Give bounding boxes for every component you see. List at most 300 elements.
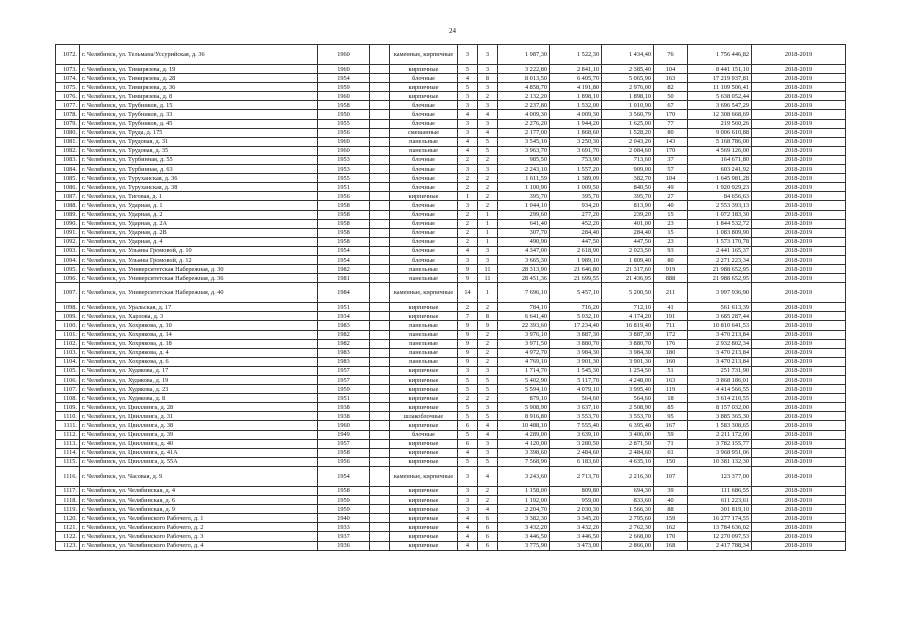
residential-area-cell: 4 174,20 bbox=[602, 312, 654, 321]
build-year-cell: 1954 bbox=[318, 466, 370, 486]
address-cell: г. Челябинск, ул. Хохрякова, д. 18 bbox=[80, 339, 318, 348]
repair-cost-cell: 111 686,55 bbox=[688, 486, 752, 495]
address-cell: г. Челябинск, ул. Ударная, д. 4 bbox=[80, 237, 318, 246]
repair-cost-cell: 21 988 652,95 bbox=[688, 274, 752, 283]
row-number-cell: 1090. bbox=[56, 219, 80, 228]
premises-area-cell: 2 484,60 bbox=[550, 448, 602, 457]
residents-cell: 159 bbox=[654, 514, 688, 523]
residential-area-cell: 401,00 bbox=[602, 219, 654, 228]
repair-cost-cell: 3 968 951,06 bbox=[688, 448, 752, 457]
empty-cell-cell bbox=[370, 312, 390, 321]
wall-material-cell: панельные bbox=[390, 146, 458, 155]
residential-area-cell: 813,90 bbox=[602, 201, 654, 210]
total-area-cell: 4 972,70 bbox=[498, 348, 550, 357]
repair-cost-cell: 1 573 170,78 bbox=[688, 237, 752, 246]
address-cell: г. Челябинск, ул. Челябинского Рабочего, д. 4 bbox=[80, 541, 318, 550]
residents-cell: 40 bbox=[654, 201, 688, 210]
residents-cell: 23 bbox=[654, 237, 688, 246]
table-row bbox=[56, 532, 846, 541]
premises-area-cell: 395,70 bbox=[550, 192, 602, 201]
premises-area-cell: 2 713,70 bbox=[550, 466, 602, 486]
premises-area-cell: 4 191,80 bbox=[550, 83, 602, 92]
table-row bbox=[56, 439, 846, 448]
residents-cell: 49 bbox=[654, 183, 688, 192]
entrances-cell: 4 bbox=[478, 466, 498, 486]
repair-period-cell: 2018-2019 bbox=[752, 430, 846, 439]
residents-cell: 170 bbox=[654, 110, 688, 119]
repair-cost-cell: 2 553 393,13 bbox=[688, 201, 752, 210]
row-number-cell: 1123. bbox=[56, 541, 80, 550]
premises-area-cell: 4 009,30 bbox=[550, 110, 602, 119]
row-number-cell: 1084. bbox=[56, 165, 80, 174]
empty-cell-cell bbox=[370, 155, 390, 164]
total-area-cell: 4 009,30 bbox=[498, 110, 550, 119]
residential-area-cell: 4 248,00 bbox=[602, 376, 654, 385]
floors-cell: 3 bbox=[458, 92, 478, 101]
premises-area-cell: 3 280,50 bbox=[550, 439, 602, 448]
repair-cost-cell: 611 223,61 bbox=[688, 496, 752, 505]
build-year-cell: 1982 bbox=[318, 265, 370, 274]
total-area-cell: 10 488,10 bbox=[498, 421, 550, 430]
repair-cost-cell: 2 417 788,34 bbox=[688, 541, 752, 550]
premises-area-cell: 959,00 bbox=[550, 496, 602, 505]
wall-material-cell: кирпичные bbox=[390, 486, 458, 495]
residential-area-cell: 2 216,30 bbox=[602, 466, 654, 486]
residents-cell: 176 bbox=[654, 339, 688, 348]
entrances-cell: 4 bbox=[478, 110, 498, 119]
address-cell: г. Челябинск, ул. Турбинная, д. 55 bbox=[80, 155, 318, 164]
repair-cost-cell: 123 377,00 bbox=[688, 466, 752, 486]
total-area-cell: 28 313,90 bbox=[498, 265, 550, 274]
address-cell: г. Челябинск, ул. Ударная, д. 2 bbox=[80, 210, 318, 219]
table-row bbox=[56, 119, 846, 128]
repair-cost-cell: 3 470 213,84 bbox=[688, 330, 752, 339]
row-number-cell: 1100. bbox=[56, 321, 80, 330]
entrances-cell: 4 bbox=[478, 421, 498, 430]
premises-area-cell: 1 557,20 bbox=[550, 165, 602, 174]
build-year-cell: 1936 bbox=[318, 541, 370, 550]
table-row bbox=[56, 457, 846, 466]
wall-material-cell: блочные bbox=[390, 110, 458, 119]
residential-area-cell: 2 976,00 bbox=[602, 83, 654, 92]
table-row bbox=[56, 330, 846, 339]
address-cell: г. Челябинск, ул. Челябинская, д. 6 bbox=[80, 496, 318, 505]
residents-cell: 15 bbox=[654, 228, 688, 237]
premises-area-cell: 2 030,30 bbox=[550, 505, 602, 514]
repair-period-cell: 2018-2019 bbox=[752, 210, 846, 219]
floors-cell: 9 bbox=[458, 339, 478, 348]
build-year-cell: 1959 bbox=[318, 496, 370, 505]
build-year-cell: 1959 bbox=[318, 505, 370, 514]
row-number-cell: 1106. bbox=[56, 376, 80, 385]
wall-material-cell: панельные bbox=[390, 357, 458, 366]
premises-area-cell: 716,20 bbox=[550, 303, 602, 312]
table-row bbox=[56, 45, 846, 65]
repair-period-cell: 2018-2019 bbox=[752, 385, 846, 394]
entrances-cell: 5 bbox=[478, 412, 498, 421]
residents-cell: 77 bbox=[654, 119, 688, 128]
floors-cell: 2 bbox=[458, 174, 478, 183]
premises-area-cell: 3 345,20 bbox=[550, 514, 602, 523]
build-year-cell: 1953 bbox=[318, 165, 370, 174]
address-cell: г. Челябинск, ул. Цвиллинга, д. 55А bbox=[80, 457, 318, 466]
entrances-cell: 8 bbox=[478, 312, 498, 321]
residents-cell: 57 bbox=[654, 165, 688, 174]
empty-cell-cell bbox=[370, 237, 390, 246]
empty-cell-cell bbox=[370, 394, 390, 403]
premises-area-cell: 1 944,20 bbox=[550, 119, 602, 128]
entrances-cell: 1 bbox=[478, 237, 498, 246]
row-number-cell: 1097. bbox=[56, 283, 80, 303]
residents-cell: 170 bbox=[654, 146, 688, 155]
row-number-cell: 1089. bbox=[56, 210, 80, 219]
row-number-cell: 1096. bbox=[56, 274, 80, 283]
empty-cell-cell bbox=[370, 486, 390, 495]
build-year-cell: 1983 bbox=[318, 357, 370, 366]
floors-cell: 5 bbox=[458, 385, 478, 394]
row-number-cell: 1087. bbox=[56, 192, 80, 201]
row-number-cell: 1105. bbox=[56, 366, 80, 375]
residents-cell: 39 bbox=[654, 486, 688, 495]
residential-area-cell: 2 866,00 bbox=[602, 541, 654, 550]
empty-cell-cell bbox=[370, 165, 390, 174]
table-row bbox=[56, 321, 846, 330]
repair-period-cell: 2018-2019 bbox=[752, 523, 846, 532]
build-year-cell: 1960 bbox=[318, 45, 370, 65]
floors-cell: 9 bbox=[458, 321, 478, 330]
row-number-cell: 1121. bbox=[56, 523, 80, 532]
address-cell: г. Челябинск, ул. Худякова, д. 19 bbox=[80, 376, 318, 385]
build-year-cell: 1957 bbox=[318, 439, 370, 448]
address-cell: г. Челябинск, ул. Уральская, д. 17 bbox=[80, 303, 318, 312]
premises-area-cell: 6 405,70 bbox=[550, 74, 602, 83]
floors-cell: 5 bbox=[458, 83, 478, 92]
repair-period-cell: 2018-2019 bbox=[752, 119, 846, 128]
total-area-cell: 3 243,60 bbox=[498, 466, 550, 486]
entrances-cell: 4 bbox=[478, 430, 498, 439]
table-row bbox=[56, 174, 846, 183]
floors-cell: 5 bbox=[458, 403, 478, 412]
row-number-cell: 1104. bbox=[56, 357, 80, 366]
empty-cell-cell bbox=[370, 137, 390, 146]
floors-cell: 3 bbox=[458, 496, 478, 505]
wall-material-cell: блочные bbox=[390, 210, 458, 219]
entrances-cell: 4 bbox=[478, 128, 498, 137]
premises-area-cell: 3 887,30 bbox=[550, 330, 602, 339]
build-year-cell: 1951 bbox=[318, 183, 370, 192]
floors-cell: 2 bbox=[458, 237, 478, 246]
wall-material-cell: каменные, кирпичные bbox=[390, 45, 458, 65]
repair-period-cell: 2018-2019 bbox=[752, 183, 846, 192]
repair-cost-cell: 84 656,63 bbox=[688, 192, 752, 201]
repair-period-cell: 2018-2019 bbox=[752, 165, 846, 174]
empty-cell-cell bbox=[370, 496, 390, 505]
floors-cell: 9 bbox=[458, 330, 478, 339]
residential-area-cell: 2 484,60 bbox=[602, 448, 654, 457]
address-cell: г. Челябинск, ул. Худякова, д. 17 bbox=[80, 366, 318, 375]
premises-area-cell: 21 699,55 bbox=[550, 274, 602, 283]
address-cell: г. Челябинск, ул. Челябинского Рабочего, д. 2 bbox=[80, 523, 318, 532]
entrances-cell: 2 bbox=[478, 155, 498, 164]
address-cell: г. Челябинск, ул. Труда, д. 175 bbox=[80, 128, 318, 137]
residents-cell: 18 bbox=[654, 394, 688, 403]
residents-cell: 59 bbox=[654, 430, 688, 439]
table-row bbox=[56, 486, 846, 495]
total-area-cell: 3 446,50 bbox=[498, 532, 550, 541]
residents-cell: 80 bbox=[654, 128, 688, 137]
residents-cell: 104 bbox=[654, 65, 688, 74]
total-area-cell: 2 237,80 bbox=[498, 101, 550, 110]
table-row bbox=[56, 255, 846, 264]
premises-area-cell: 1 532,00 bbox=[550, 101, 602, 110]
entrances-cell: 2 bbox=[478, 303, 498, 312]
wall-material-cell: блочные bbox=[390, 119, 458, 128]
floors-cell: 3 bbox=[458, 119, 478, 128]
total-area-cell: 985,50 bbox=[498, 155, 550, 164]
residents-cell: 15 bbox=[654, 210, 688, 219]
address-cell: г. Челябинск, ул. Трудовая, д. 35 bbox=[80, 146, 318, 155]
table-row bbox=[56, 283, 846, 303]
residents-cell: 107 bbox=[654, 466, 688, 486]
repair-period-cell: 2018-2019 bbox=[752, 486, 846, 495]
row-number-cell: 1119. bbox=[56, 505, 80, 514]
table-row bbox=[56, 366, 846, 375]
empty-cell-cell bbox=[370, 385, 390, 394]
floors-cell: 9 bbox=[458, 348, 478, 357]
table-row bbox=[56, 192, 846, 201]
address-cell: г. Челябинск, ул. Ульяны Громовой, д. 12 bbox=[80, 255, 318, 264]
premises-area-cell: 934,20 bbox=[550, 201, 602, 210]
residents-cell: 93 bbox=[654, 246, 688, 255]
floors-cell: 3 bbox=[458, 128, 478, 137]
empty-cell-cell bbox=[370, 201, 390, 210]
repair-period-cell: 2018-2019 bbox=[752, 237, 846, 246]
residential-area-cell: 2 043,20 bbox=[602, 137, 654, 146]
build-year-cell: 1958 bbox=[318, 228, 370, 237]
empty-cell-cell bbox=[370, 366, 390, 375]
residential-area-cell: 1 254,50 bbox=[602, 366, 654, 375]
row-number-cell: 1085. bbox=[56, 174, 80, 183]
residents-cell: 71 bbox=[654, 439, 688, 448]
residential-area-cell: 2 084,60 bbox=[602, 146, 654, 155]
residents-cell: 40 bbox=[654, 496, 688, 505]
row-number-cell: 1075. bbox=[56, 83, 80, 92]
premises-area-cell: 3 473,00 bbox=[550, 541, 602, 550]
total-area-cell: 5 594,10 bbox=[498, 385, 550, 394]
repair-period-cell: 2018-2019 bbox=[752, 321, 846, 330]
total-area-cell: 6 641,40 bbox=[498, 312, 550, 321]
total-area-cell: 3 775,90 bbox=[498, 541, 550, 550]
premises-area-cell: 3 432,20 bbox=[550, 523, 602, 532]
empty-cell-cell bbox=[370, 532, 390, 541]
residential-area-cell: 5 200,50 bbox=[602, 283, 654, 303]
wall-material-cell: кирпичные bbox=[390, 312, 458, 321]
repair-period-cell: 2018-2019 bbox=[752, 283, 846, 303]
wall-material-cell: блочные bbox=[390, 155, 458, 164]
repair-cost-cell: 1 844 532,72 bbox=[688, 219, 752, 228]
entrances-cell: 6 bbox=[478, 541, 498, 550]
entrances-cell: 6 bbox=[478, 523, 498, 532]
premises-area-cell: 1 009,50 bbox=[550, 183, 602, 192]
repair-period-cell: 2018-2019 bbox=[752, 83, 846, 92]
residential-area-cell: 1 625,00 bbox=[602, 119, 654, 128]
table-row bbox=[56, 496, 846, 505]
entrances-cell: 9 bbox=[478, 321, 498, 330]
row-number-cell: 1074. bbox=[56, 74, 80, 83]
entrances-cell: 2 bbox=[478, 192, 498, 201]
wall-material-cell: блочные bbox=[390, 219, 458, 228]
entrances-cell: 3 bbox=[478, 83, 498, 92]
address-cell: г. Челябинск, ул. Университетская Набережная, д. 40 bbox=[80, 283, 318, 303]
row-number-cell: 1110. bbox=[56, 412, 80, 421]
residential-area-cell: 564,60 bbox=[602, 394, 654, 403]
wall-material-cell: блочные bbox=[390, 228, 458, 237]
row-number-cell: 1094. bbox=[56, 255, 80, 264]
empty-cell-cell bbox=[370, 228, 390, 237]
floors-cell: 4 bbox=[458, 110, 478, 119]
entrances-cell: 3 bbox=[478, 165, 498, 174]
build-year-cell: 1958 bbox=[318, 486, 370, 495]
repair-cost-cell: 21 988 652,95 bbox=[688, 265, 752, 274]
floors-cell: 3 bbox=[458, 101, 478, 110]
entrances-cell: 3 bbox=[478, 246, 498, 255]
table-row bbox=[56, 219, 846, 228]
wall-material-cell: блочные bbox=[390, 183, 458, 192]
premises-area-cell: 284,40 bbox=[550, 228, 602, 237]
empty-cell-cell bbox=[370, 466, 390, 486]
build-year-cell: 1960 bbox=[318, 65, 370, 74]
row-number-cell: 1091. bbox=[56, 228, 80, 237]
residential-area-cell: 713,60 bbox=[602, 155, 654, 164]
table-row bbox=[56, 237, 846, 246]
wall-material-cell: блочные bbox=[390, 237, 458, 246]
address-cell: г. Челябинск, ул. Хохрякова, д. 6 bbox=[80, 357, 318, 366]
entrances-cell: 1 bbox=[478, 219, 498, 228]
floors-cell: 5 bbox=[458, 376, 478, 385]
repair-period-cell: 2018-2019 bbox=[752, 412, 846, 421]
address-cell: г. Челябинск, ул. Цвиллинга, д. 40 bbox=[80, 439, 318, 448]
residents-cell: 180 bbox=[654, 348, 688, 357]
total-area-cell: 641,40 bbox=[498, 219, 550, 228]
repair-cost-cell: 3 470 213,84 bbox=[688, 348, 752, 357]
entrances-cell: 3 bbox=[478, 448, 498, 457]
repair-cost-cell: 12 270 097,53 bbox=[688, 532, 752, 541]
floors-cell: 3 bbox=[458, 466, 478, 486]
total-area-cell: 1 100,90 bbox=[498, 183, 550, 192]
total-area-cell: 1 044,10 bbox=[498, 201, 550, 210]
address-cell: г. Челябинск, ул. Харлова, д. 3 bbox=[80, 312, 318, 321]
residential-area-cell: 395,70 bbox=[602, 192, 654, 201]
empty-cell-cell bbox=[370, 514, 390, 523]
build-year-cell: 1983 bbox=[318, 321, 370, 330]
entrances-cell: 2 bbox=[478, 174, 498, 183]
premises-area-cell: 5 117,70 bbox=[550, 376, 602, 385]
empty-cell-cell bbox=[370, 412, 390, 421]
repair-period-cell: 2018-2019 bbox=[752, 403, 846, 412]
residential-area-cell: 1 566,30 bbox=[602, 505, 654, 514]
table-row bbox=[56, 541, 846, 550]
build-year-cell: 1940 bbox=[318, 514, 370, 523]
entrances-cell: 2 bbox=[478, 496, 498, 505]
total-area-cell: 1 192,00 bbox=[498, 496, 550, 505]
wall-material-cell: кирпичные bbox=[390, 496, 458, 505]
residents-cell: 888 bbox=[654, 274, 688, 283]
residents-cell: 711 bbox=[654, 321, 688, 330]
residents-cell: 172 bbox=[654, 330, 688, 339]
floors-cell: 4 bbox=[458, 74, 478, 83]
premises-area-cell: 1 898,10 bbox=[550, 92, 602, 101]
floors-cell: 4 bbox=[458, 541, 478, 550]
residents-cell: 80 bbox=[654, 255, 688, 264]
total-area-cell: 2 276,20 bbox=[498, 119, 550, 128]
empty-cell-cell bbox=[370, 101, 390, 110]
entrances-cell: 3 bbox=[478, 101, 498, 110]
floors-cell: 2 bbox=[458, 394, 478, 403]
entrances-cell: 5 bbox=[478, 146, 498, 155]
repair-cost-cell: 9 006 610,88 bbox=[688, 128, 752, 137]
residents-cell: 150 bbox=[654, 457, 688, 466]
address-cell: г. Челябинск, ул. Ударная, д. 2А bbox=[80, 219, 318, 228]
residential-area-cell: 382,70 bbox=[602, 174, 654, 183]
empty-cell-cell bbox=[370, 92, 390, 101]
total-area-cell: 5 908,90 bbox=[498, 403, 550, 412]
repair-period-cell: 2018-2019 bbox=[752, 532, 846, 541]
address-cell: г. Челябинск, ул. Университетская Набережная, д. 36 bbox=[80, 274, 318, 283]
total-area-cell: 2 243,10 bbox=[498, 165, 550, 174]
empty-cell-cell bbox=[370, 330, 390, 339]
address-cell: г. Челябинск, ул. Трубников, д. 33 bbox=[80, 110, 318, 119]
premises-area-cell: 2 841,10 bbox=[550, 65, 602, 74]
table-row bbox=[56, 155, 846, 164]
build-year-cell: 1982 bbox=[318, 339, 370, 348]
row-number-cell: 1101. bbox=[56, 330, 80, 339]
table-row bbox=[56, 110, 846, 119]
table-row bbox=[56, 265, 846, 274]
floors-cell: 2 bbox=[458, 228, 478, 237]
repair-cost-cell: 1 645 981,28 bbox=[688, 174, 752, 183]
entrances-cell: 6 bbox=[478, 532, 498, 541]
wall-material-cell: кирпичные bbox=[390, 439, 458, 448]
row-number-cell: 1116. bbox=[56, 466, 80, 486]
residents-cell: 104 bbox=[654, 174, 688, 183]
floors-cell: 9 bbox=[458, 265, 478, 274]
row-number-cell: 1102. bbox=[56, 339, 80, 348]
entrances-cell: 3 bbox=[478, 366, 498, 375]
entrances-cell: 3 bbox=[478, 403, 498, 412]
address-cell: г. Челябинск, ул. Челябинского Рабочего, д. 1 bbox=[80, 514, 318, 523]
repair-cost-cell: 17 219 937,81 bbox=[688, 74, 752, 83]
total-area-cell: 4 289,00 bbox=[498, 430, 550, 439]
build-year-cell: 1981 bbox=[318, 274, 370, 283]
residents-cell: 211 bbox=[654, 283, 688, 303]
row-number-cell: 1109. bbox=[56, 403, 80, 412]
empty-cell-cell bbox=[370, 274, 390, 283]
entrances-cell: 5 bbox=[478, 385, 498, 394]
entrances-cell: 1 bbox=[478, 283, 498, 303]
residential-area-cell: 694,30 bbox=[602, 486, 654, 495]
table-row bbox=[56, 505, 846, 514]
repair-cost-cell: 8 157 032,00 bbox=[688, 403, 752, 412]
table-row bbox=[56, 348, 846, 357]
build-year-cell: 1958 bbox=[318, 219, 370, 228]
repair-period-cell: 2018-2019 bbox=[752, 155, 846, 164]
repair-period-cell: 2018-2019 bbox=[752, 74, 846, 83]
row-number-cell: 1077. bbox=[56, 101, 80, 110]
repair-period-cell: 2018-2019 bbox=[752, 110, 846, 119]
floors-cell: 2 bbox=[458, 303, 478, 312]
wall-material-cell: кирпичные bbox=[390, 303, 458, 312]
residential-area-cell: 2 762,30 bbox=[602, 523, 654, 532]
